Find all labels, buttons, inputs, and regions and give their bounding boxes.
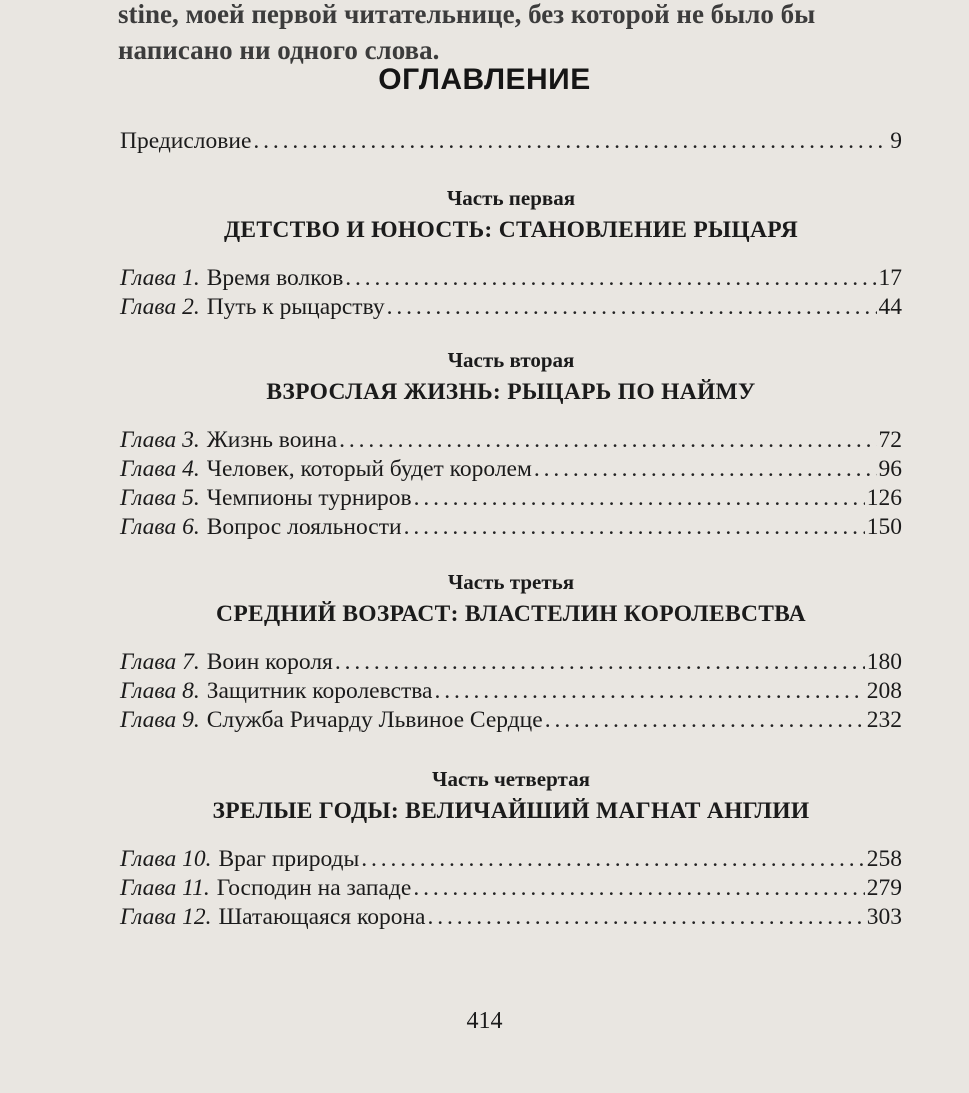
page-number: 279 (866, 875, 902, 901)
chapter-title: Шатающаяся корона (218, 904, 426, 930)
chapter-number: Глава 12. (120, 904, 212, 930)
chapter-number: Глава 10. (120, 846, 212, 872)
page-number: 303 (866, 904, 902, 930)
chapter-title: Путь к рыцарству (206, 294, 385, 320)
chapter-number: Глава 5. (120, 485, 200, 511)
chapter-number: Глава 4. (120, 456, 200, 482)
chapter-number: Глава 1. (120, 265, 200, 291)
part-title: ЗРЕЛЫЕ ГОДЫ: ВЕЛИЧАЙШИЙ МАГНАТ АНГЛИИ (212, 798, 810, 824)
chapter-number: Глава 9. (120, 707, 200, 733)
chapter-title: Защитник королевства (206, 678, 433, 704)
part-title: ДЕТСТВО И ЮНОСТЬ: СТАНОВЛЕНИЕ РЫЦАРЯ (223, 217, 799, 243)
chapter-number: Глава 2. (120, 294, 200, 320)
chapter-number: Глава 8. (120, 678, 200, 704)
text-line: написано ни одного слова. (118, 35, 440, 65)
chapter-title: Воин короля (206, 649, 333, 675)
dot-leader (387, 293, 877, 322)
toc-entry (120, 903, 902, 932)
dot-leader (435, 677, 865, 706)
toc-entry (120, 845, 902, 874)
chapter-number: Глава 3. (120, 427, 200, 453)
chapter-title: Господин на западе (216, 875, 412, 901)
page-number: 232 (866, 707, 902, 733)
table-of-contents (120, 127, 902, 932)
dot-leader (335, 648, 865, 677)
toc-entry (120, 264, 902, 293)
dot-leader (427, 903, 864, 932)
page-number: 208 (866, 678, 902, 704)
dot-leader (534, 455, 877, 484)
dot-leader (545, 706, 865, 735)
toc-entry (120, 455, 902, 484)
toc-entry (120, 706, 902, 735)
dot-leader (414, 484, 865, 513)
page-number: 17 (878, 265, 902, 291)
chapter-number: Глава 6. (120, 514, 200, 540)
toc-entry-preface (120, 127, 902, 156)
page-number: 258 (866, 846, 902, 872)
page-number: 44 (878, 294, 902, 320)
page-number-folio: 414 (466, 1008, 503, 1034)
toc-entry (120, 484, 902, 513)
chapter-title: Человек, который будет королем (206, 456, 532, 482)
page-number: 96 (878, 456, 902, 482)
part-heading: Часть третья (447, 570, 575, 594)
chapter-title: Служба Ричарду Львиное Сердце (206, 707, 543, 733)
dot-leader (404, 513, 865, 542)
chapter-title: Вопрос лояльности (206, 514, 402, 540)
previous-page-text (118, 0, 918, 68)
toc-entry (120, 426, 902, 455)
dot-leader (339, 426, 876, 455)
chapter-title: Враг природы (218, 846, 360, 872)
part-title: СРЕДНИЙ ВОЗРАСТ: ВЛАСТЕЛИН КОРОЛЕВСТВА (216, 601, 806, 627)
chapter-title: Время волков (206, 265, 344, 291)
page-number: 126 (866, 485, 902, 511)
page-number: 9 (890, 128, 902, 154)
chapter-number: Глава 7. (120, 649, 200, 675)
page-number: 72 (878, 427, 902, 453)
chapter-title: Чемпионы турниров (206, 485, 412, 511)
page-number: 150 (866, 514, 902, 540)
text-line: stine, моей первой читательнице, без которой не было бы (118, 0, 816, 29)
part-heading: Часть четвертая (432, 767, 590, 791)
dot-leader (361, 845, 864, 874)
toc-entry (120, 677, 902, 706)
toc-entry (120, 874, 902, 903)
part-heading: Часть первая (446, 186, 576, 210)
toc-entry (120, 648, 902, 677)
chapter-number: Глава 11. (120, 875, 210, 901)
page-title: ОГЛАВЛЕНИЕ (378, 63, 591, 96)
part-title: ВЗРОСЛАЯ ЖИЗНЬ: РЫЦАРЬ ПО НАЙМУ (266, 379, 756, 405)
page-number: 180 (866, 649, 902, 675)
part-heading: Часть вторая (447, 348, 575, 372)
dot-leader (345, 264, 876, 293)
toc-entry (120, 293, 902, 322)
chapter-title: Жизнь воина (206, 427, 338, 453)
entry-title: Предисловие (120, 128, 252, 154)
dot-leader (413, 874, 864, 903)
toc-entry (120, 513, 902, 542)
dot-leader (253, 127, 888, 156)
